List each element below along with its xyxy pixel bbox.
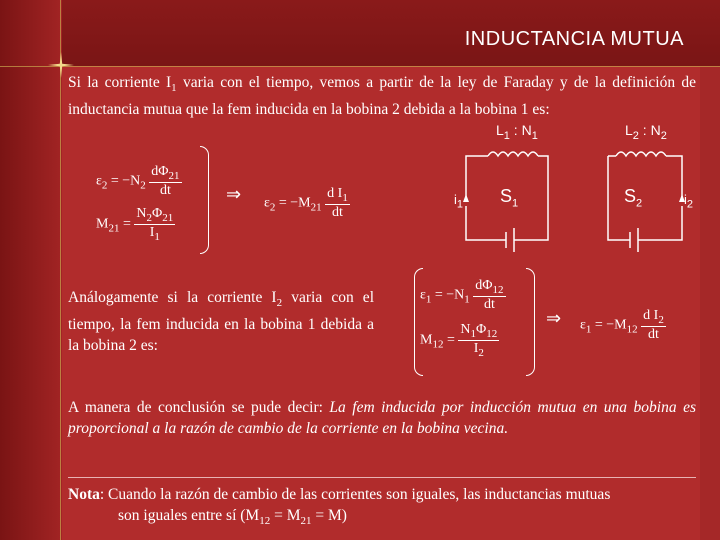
equation-emf2-result: $\varepsilon_2 = -M_{21}$ $\frac{d I_1}{dt}$ — [264, 186, 348, 220]
slide-title: INDUCTANCIA MUTUA — [464, 28, 684, 50]
coil-2-circuit — [608, 152, 682, 252]
horizontal-gold-line — [0, 66, 720, 67]
paragraph-analogous: Análogamente si la corriente $I_2$ varia con el tiempo, la fem inducida en la bobina 1 debida a la bobina 2 es: — [68, 289, 374, 355]
brace-right-2 — [526, 268, 535, 376]
left-band — [0, 0, 62, 540]
equation-m12-definition: $M_{12}$ = $\frac{N_1\Phi_{12}}{I_2}$ — [420, 322, 498, 359]
vertical-gold-line — [60, 0, 61, 540]
slide-content — [68, 72, 696, 540]
implies-arrow-1: ⇒ — [226, 184, 242, 205]
paragraph-note: Nota: Cuando la razón de cambio de las corrientes son iguales, las inductancias mutuas son iguales entre sí $(M_{12} = M_{21} = M)$ — [68, 486, 611, 528]
right-band — [700, 66, 720, 540]
coupled-coils-diagram — [448, 140, 698, 258]
current-i1-label: $i_1$ — [454, 192, 464, 211]
coil2-label: $L_2$ : $N_2$ — [625, 122, 667, 142]
equation-m21-definition: $M_{21}$ = $\frac{N_2\Phi_{21}}{I_1}$ — [96, 206, 174, 243]
brace-right-1 — [200, 146, 209, 254]
current-i2-label: $i_2$ — [684, 192, 694, 211]
switch-s2-label: $S_2$ — [624, 186, 643, 210]
separator-line — [68, 477, 696, 478]
implies-arrow-2: ⇒ — [546, 308, 562, 329]
paragraph-conclusion: A manera de conclusión se pude decir: La fem inducida por inducción mutua en una bobina es proporcional a la razón de cambio de la corriente en la bobina vecina. — [68, 399, 696, 437]
switch-s1-label: $S_1$ — [500, 186, 519, 210]
coil1-label: $L_1$ : $N_1$ — [496, 122, 538, 142]
equation-emf2-faraday: $\varepsilon_2 = -N_2$ $\frac{d\Phi_{21}}{dt}$ — [96, 164, 180, 198]
current-arrow-1 — [463, 194, 469, 202]
equation-emf1-faraday: $\varepsilon_1 = -N_1$ $\frac{d\Phi_{12}}{dt}$ — [420, 278, 504, 312]
paragraph-intro: Si la corriente $I_1$ varia con el tiempo, vemos a partir de la ley de Faraday y de la definición de inductancia mutua que la fem inducida en la bobina 2 debida a la bobina 1 es: — [68, 74, 696, 119]
equation-emf1-result: $\varepsilon_1 = -M_{12}$ $\frac{d I_2}{dt}$ — [580, 308, 664, 342]
